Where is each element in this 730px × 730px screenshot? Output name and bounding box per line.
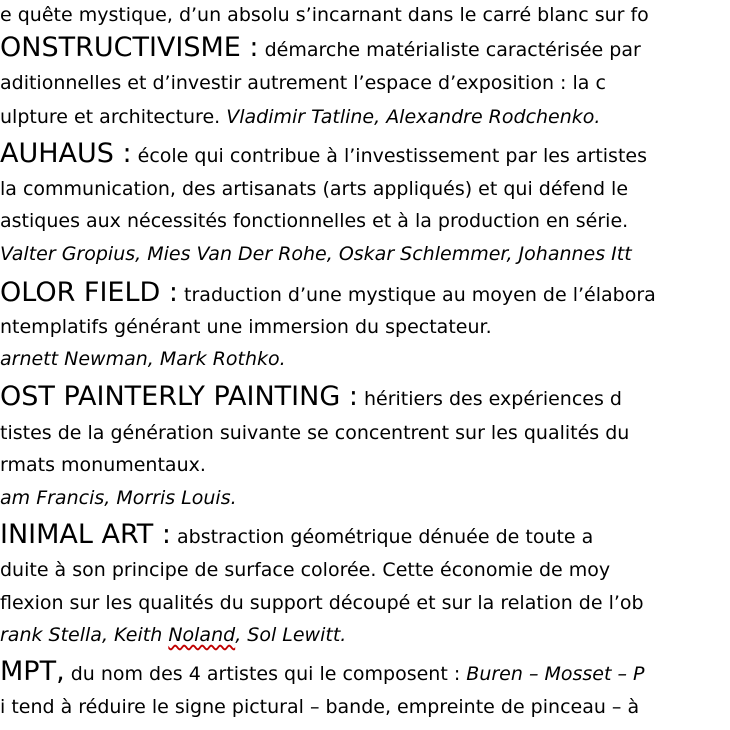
term-heading: OLOR FIELD : (0, 277, 178, 308)
artist-names: Valter Gropius, Mies Van Der Rohe, Oskar Schlemmer, Johannes Itt (0, 243, 632, 265)
body-text: ulpture et architecture. (0, 106, 227, 128)
artist-names: arnett Newman, Mark Rothko. (0, 348, 286, 370)
body-text: e quête mystique, d’un absolu s’incarnant dans le carré blanc sur fo (0, 4, 649, 26)
body-text: la communication, des artisanats (arts appliqués) et qui défend le (0, 178, 629, 200)
text-line (0, 420, 629, 446)
artist-names: rank Stella, Keith (0, 624, 169, 646)
spellcheck-underlined-word: Noland (168, 624, 236, 646)
body-text: du nom des 4 artistes qui le composent : (64, 663, 467, 685)
artist-names: , Sol Lewitt. (235, 624, 347, 646)
text-line (0, 557, 610, 583)
body-text: astiques aux nécessités fonctionnelles et à la production en série. (0, 210, 629, 232)
term-line-minimal-art (0, 519, 594, 550)
text-line (0, 694, 639, 720)
text-line (0, 208, 628, 234)
term-line-post-painterly (0, 381, 622, 412)
term-line-color-field (0, 277, 656, 308)
text-line (0, 70, 606, 96)
term-heading: MPT, (0, 656, 65, 687)
text-line (0, 2, 649, 28)
text-line (0, 314, 492, 340)
term-line-constructivisme (0, 32, 641, 63)
text-line (0, 622, 346, 648)
body-text: rmats monumentaux. (0, 454, 206, 476)
term-heading: ONSTRUCTIVISME : (0, 32, 259, 63)
term-heading: OST PAINTERLY PAINTING : (0, 381, 358, 412)
term-line-bauhaus (0, 138, 647, 169)
term-heading: INIMAL ART : (0, 519, 171, 550)
artist-names: Buren – Mosset – P (466, 663, 645, 685)
body-text: duite à son principe de surface colorée. Cette économie de moy (0, 559, 611, 581)
body-text: aditionnelles et d’investir autrement l’espace d’exposition : la c (0, 72, 606, 94)
body-text: ntemplatifs générant une immersion du spectateur. (0, 316, 492, 338)
text-line (0, 104, 600, 130)
body-text: école qui contribue à l’investissement par les artistes (131, 145, 647, 167)
term-line-bmpt (0, 656, 645, 687)
body-text: démarche matérialiste caractérisée par (258, 39, 641, 61)
text-line (0, 590, 644, 616)
body-text: tistes de la génération suivante se concentrent sur les qualités du (0, 422, 630, 444)
text-line (0, 176, 628, 202)
artist-names: Vladimir Tatline, Alexandre Rodchenko. (226, 106, 601, 128)
text-line (0, 346, 286, 372)
body-text: héritiers des expériences d (357, 388, 622, 410)
body-text: traduction d’une mystique au moyen de l’élabora (178, 284, 656, 306)
term-heading: AUHAUS : (0, 138, 132, 169)
artist-names: am Francis, Morris Louis. (0, 487, 237, 509)
text-line (0, 452, 206, 478)
body-text: i tend à réduire le signe pictural – bande, empreinte de pinceau – à (0, 696, 640, 718)
text-line (0, 241, 632, 267)
body-text: abstraction géométrique dénuée de toute a (170, 526, 594, 548)
text-line (0, 485, 237, 511)
body-text: flexion sur les qualités du support découpé et sur la relation de l’ob (0, 592, 644, 614)
